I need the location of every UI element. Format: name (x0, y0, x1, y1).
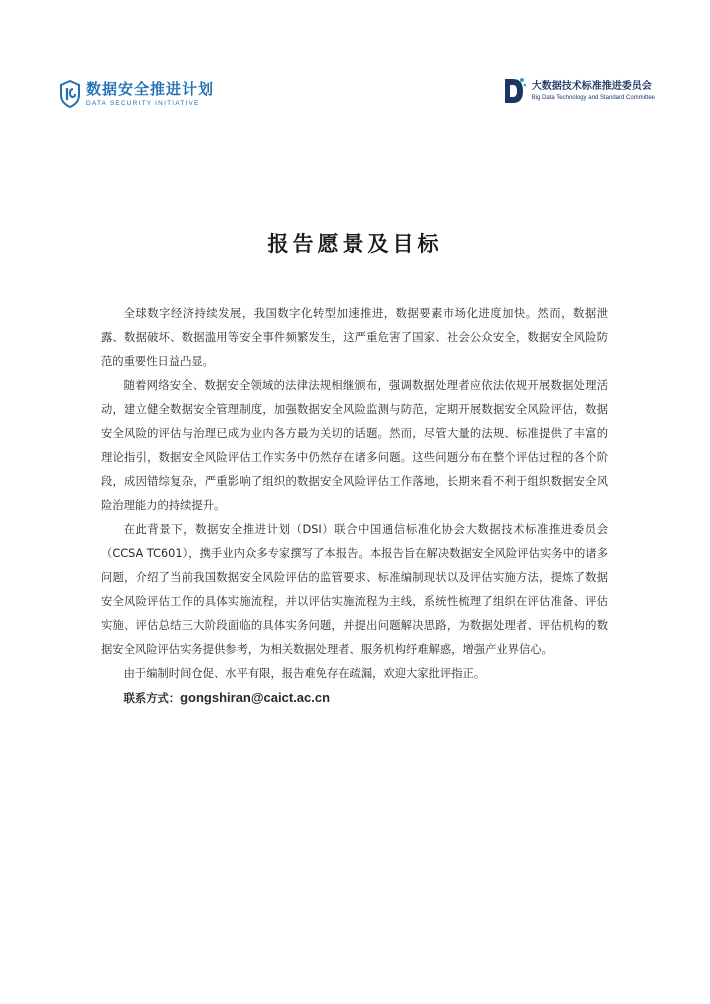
page-title: 报告愿景及目标 (267, 232, 443, 256)
paragraph: 随着网络安全、数据安全领域的法律法规相继颁布，强调数据处理者应依法依规开展数据处理活动，建立健全数据安全管理制度，加强数据安全风险监测与防范，定期开展数据安全风险评估，数据安全风险的评估与治理已成为业内各方最为关切的话题。然而，尽管大量的法规、标准提供了丰富的理论指引，数据安全风险评估工作实务中仍然存在诸多问题。这些问题分布在整个评估过程的各个阶段，成因错综复杂，严重影响了组织的数据安全风险评估工作落地，长期来看不利于组织数据安全风险治理能力的持续提升。 (101, 379, 608, 512)
paragraph: 全球数字经济持续发展，我国数字化转型加速推进，数据要素市场化进度加快。然而，数据泄露、数据破坏、数据滥用等安全事件频繁发生，这严重危害了国家、社会公众安全，数据安全风险防范的重要性日益凸显。 (101, 307, 608, 368)
contact-line (101, 686, 608, 711)
contact-label: 联系方式： (123, 692, 181, 705)
big-data-d-logo-icon (502, 76, 526, 106)
big-data-committee-logo (502, 76, 655, 106)
dsi-logo-title: 数据安全推进计划 (86, 80, 215, 98)
report-body (101, 302, 608, 711)
big-data-logo-title: 大数据技术标准推进委员会 (531, 81, 652, 92)
big-data-logo-subtitle: Big Data Technology and Standard Committee (531, 95, 655, 101)
paragraph: 由于编制时间仓促、水平有限，报告难免存在疏漏，欢迎大家批评指正。 (123, 667, 486, 680)
dsi-shield-logo-icon (60, 80, 80, 108)
contact-email: gongshiran@caict.ac.cn (180, 690, 331, 705)
dsi-logo (60, 80, 214, 108)
dsi-logo-subtitle: DATA SECURITY INITIATIVE (86, 100, 200, 107)
paragraph: 在此背景下，数据安全推进计划（DSI）联合中国通信标准化协会大数据技术标准推进委员会（CCSA TC601），携手业内众多专家撰写了本报告。本报告旨在解决数据安全风险评估实务中的诸多问题，介绍了当前我国数据安全风险评估的监管要求、标准编制现状以及评估实施方法，提炼了数据安全风险评估工作的具体实施流程，并以评估实施流程为主线，系统性梳理了组织在评估准备、评估实施、评估总结三大阶段面临的具体实务问题，并提出问题解决思路，为数据处理者、评估机构的数据安全风险评估实务提供参考，为相关数据处理者、服务机构纾难解惑，增强产业界信心。 (101, 523, 608, 656)
